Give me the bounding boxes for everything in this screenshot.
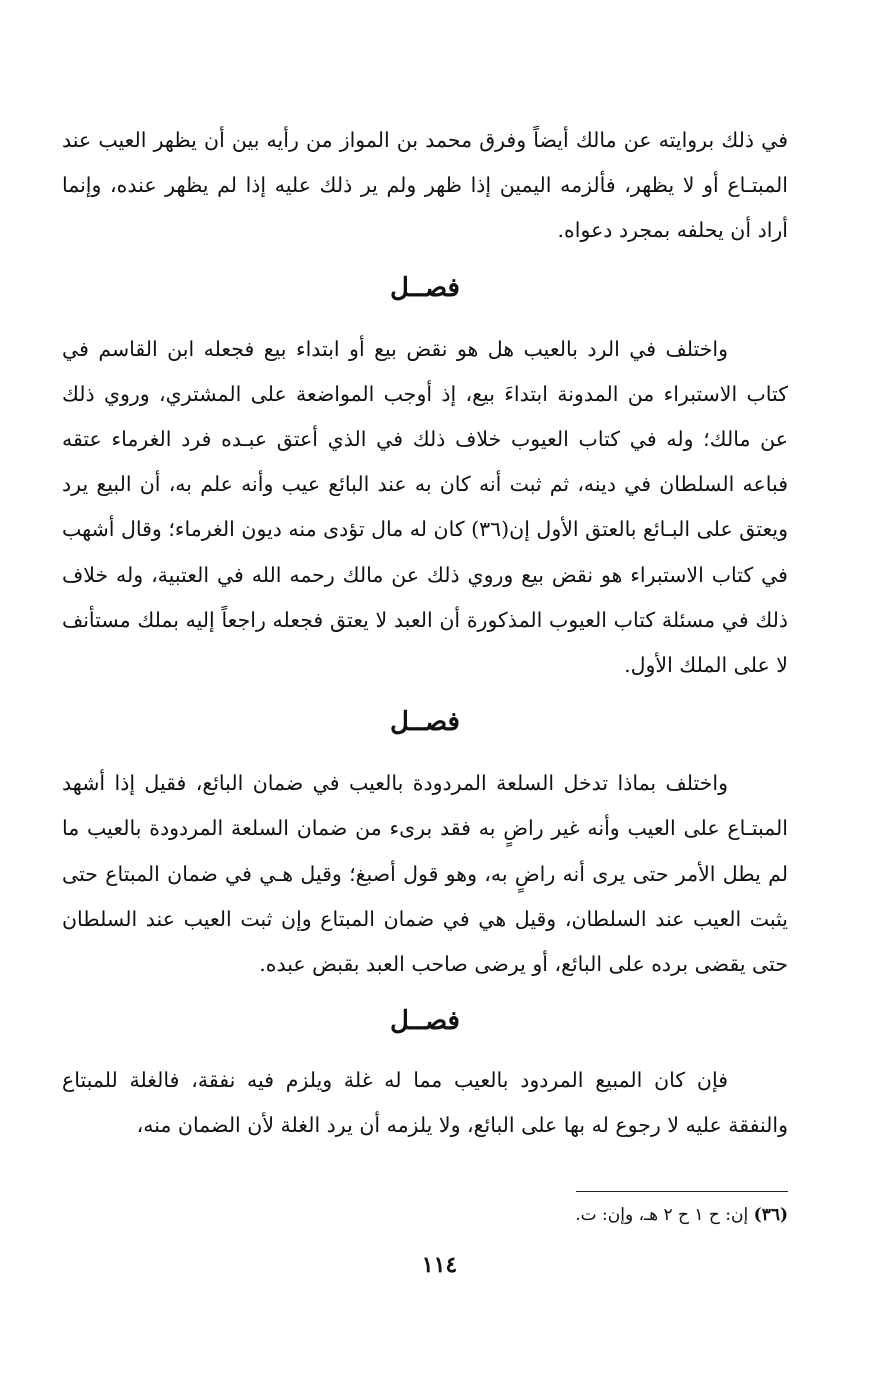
footnote-number: (٣٦): [753, 1205, 788, 1225]
page-body: [62, 118, 788, 1149]
text-line: والنفقة عليه لا رجوع له بها على البائع، ولا يلزمه أن يرد الغلة لأن الضمان منه،: [136, 1113, 788, 1138]
text-line: واختلف في الرد بالعيب هل هو نقض بيع أو ابتداء بيع فجعله ابن القاسم: [98, 336, 728, 361]
intro-paragraph: [62, 118, 788, 254]
text-line: الغرماء عتقه فباعه السلطان في دينه، ثم ثبت أنه كان به عند البائع عيب وأنه علم: [62, 427, 788, 497]
section-heading: فصــل: [390, 272, 460, 303]
text-line: بالعيب ما لم يطل الأمر حتى يرى أنه راضٍ به، وهو قول أصبغ؛ وقيل هـي في: [62, 816, 788, 886]
text-line: به، أن البيع يرد ويعتق على البـائع بالعتق الأول إن(٣٦) كان له مال تؤدى منه ديون: [62, 472, 788, 542]
text-line: وروي ذلك عن مالك؛ وله في كتاب العيوب خلاف ذلك في الذي أعتق عبـده فرد: [62, 381, 788, 452]
footnote-divider: [576, 1191, 788, 1192]
text-line: أشهد المبتـاع على العيب وأنه غير راضٍ به فقد برىء من ضمان السلعة المردودة: [62, 771, 788, 841]
page-number: ١١٤: [421, 1252, 458, 1278]
text-line: ضمان المبتاع حتى يثبت العيب عند السلطان، وقيل هي في ضمان المبتاع وإن: [62, 861, 788, 931]
footnote-text: إن: ح ١ ح ٢ هـ، وإن: ت.: [575, 1205, 749, 1225]
text-line: في ذلك بروايته عن مالك أيضاً وفرق محمد بن المواز من رأيه بين أن يظهر العيب: [98, 128, 788, 152]
footnote: [188, 1200, 788, 1230]
text-line: بقبض عبده.: [259, 952, 360, 977]
text-line: فإن كان المبيع المردود بالعيب مما له غلة ويلزم فيه نفقة، فالغلة للمبتاع: [62, 1068, 728, 1093]
text-line: عند المبتـاع أو لا يظهر، فألزمه اليمين إذا ظهر ولم ير ذلك عليه إذا لم يظهر عنده،: [62, 128, 788, 198]
text-line: الغرماء؛ وقال أشهب في كتاب الاستبراء هو نقض بيع وروي ذلك عن مالك رحمه: [62, 517, 788, 587]
text-line: واختلف بماذا تدخل السلعة المردودة بالعيب في ضمان البائع، فقيل إذا: [114, 771, 728, 796]
text-line: في كتاب الاستبراء من المدونة ابتداءَ بيع، إذ أوجب المواضعة على المشتري،: [62, 336, 788, 406]
text-line: وإنما أراد أن يحلفه بمجرد دعواه.: [62, 173, 788, 243]
text-line: ثبت العيب عند السلطان حتى يقضى برده على البائع، أو يرضى صاحب العبد: [62, 906, 788, 977]
section-paragraph: [62, 327, 788, 689]
section-paragraph: [62, 761, 788, 987]
text-line: الله في العتبية، وله خلاف ذلك في مسئلة كتاب العيوب المذكورة أن العبد لا يعتق: [62, 562, 788, 632]
section-heading: فصــل: [390, 707, 460, 738]
text-line: فجعله راجعاً إليه بملك مستأنف لا على الملك الأول.: [62, 607, 788, 678]
section-paragraph: [62, 1058, 788, 1148]
section-heading: فصــل: [390, 1006, 460, 1037]
